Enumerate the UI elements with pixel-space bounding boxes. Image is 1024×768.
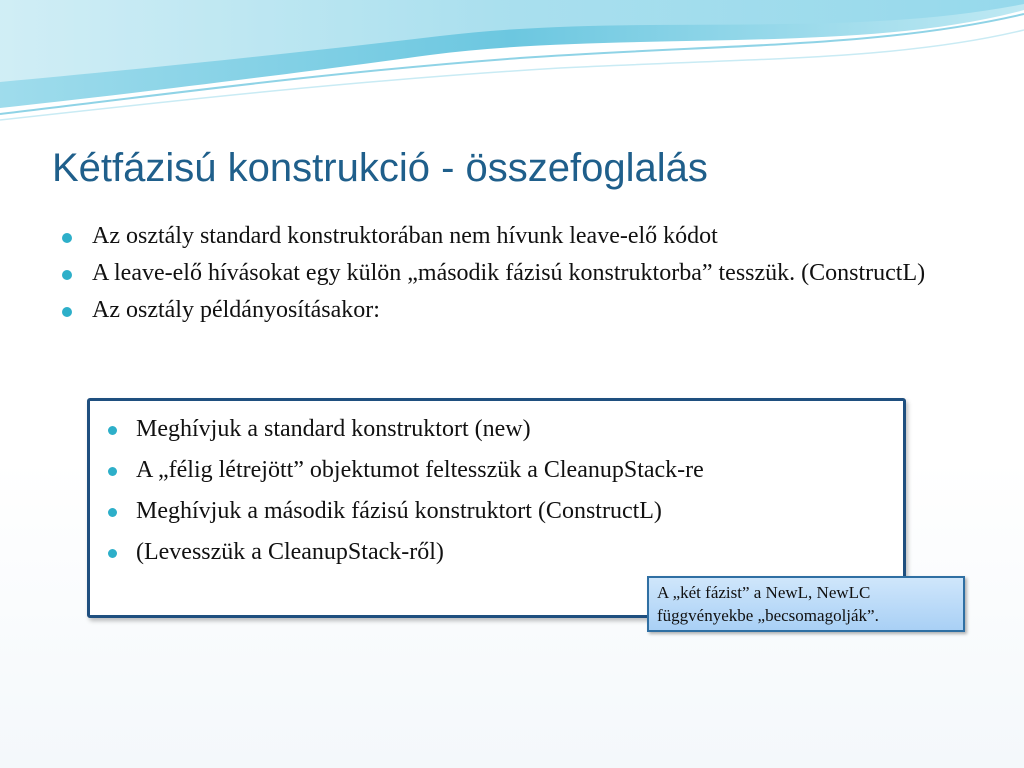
steps-list: [108, 415, 704, 579]
step-text: A „félig létrejött” objektumot feltesszük a CleanupStack-re: [136, 457, 704, 483]
header-wave-decoration: [0, 0, 1024, 130]
step-item: [108, 538, 704, 567]
bullet-text: Az osztály standard konstruktorában nem hívunk leave-elő kódot: [92, 223, 718, 249]
bullet-dot-icon: [62, 270, 72, 280]
step-item: [108, 456, 704, 485]
note-line-1: A „két fázist” a NewL, NewLC: [657, 583, 871, 602]
bullet-text: Az osztály példányosításakor:: [92, 297, 380, 323]
bullet-item: [62, 259, 942, 288]
bullet-dot-icon: [108, 549, 117, 558]
bullet-dot-icon: [62, 307, 72, 317]
step-text: Meghívjuk a második fázisú konstruktort (ConstructL): [136, 498, 662, 524]
main-bullet-list: [62, 222, 942, 333]
note-line-2: függvényekbe „becsomagolják”.: [657, 606, 879, 625]
bullet-text: A leave-elő hívásokat egy külön „második fázisú konstruktorba” tesszük. (ConstructL): [92, 260, 926, 286]
step-item: [108, 415, 704, 444]
step-text: (Levesszük a CleanupStack-ről): [136, 539, 444, 565]
step-text: Meghívjuk a standard konstruktort (new): [136, 416, 531, 442]
bullet-dot-icon: [108, 426, 117, 435]
bullet-item: [62, 222, 942, 251]
step-item: [108, 497, 704, 526]
callout-note: [647, 576, 965, 632]
slide-title: Kétfázisú konstrukció - összefoglalás: [52, 146, 708, 190]
bullet-item: [62, 296, 942, 325]
bullet-dot-icon: [62, 233, 72, 243]
bullet-dot-icon: [108, 467, 117, 476]
bullet-dot-icon: [108, 508, 117, 517]
